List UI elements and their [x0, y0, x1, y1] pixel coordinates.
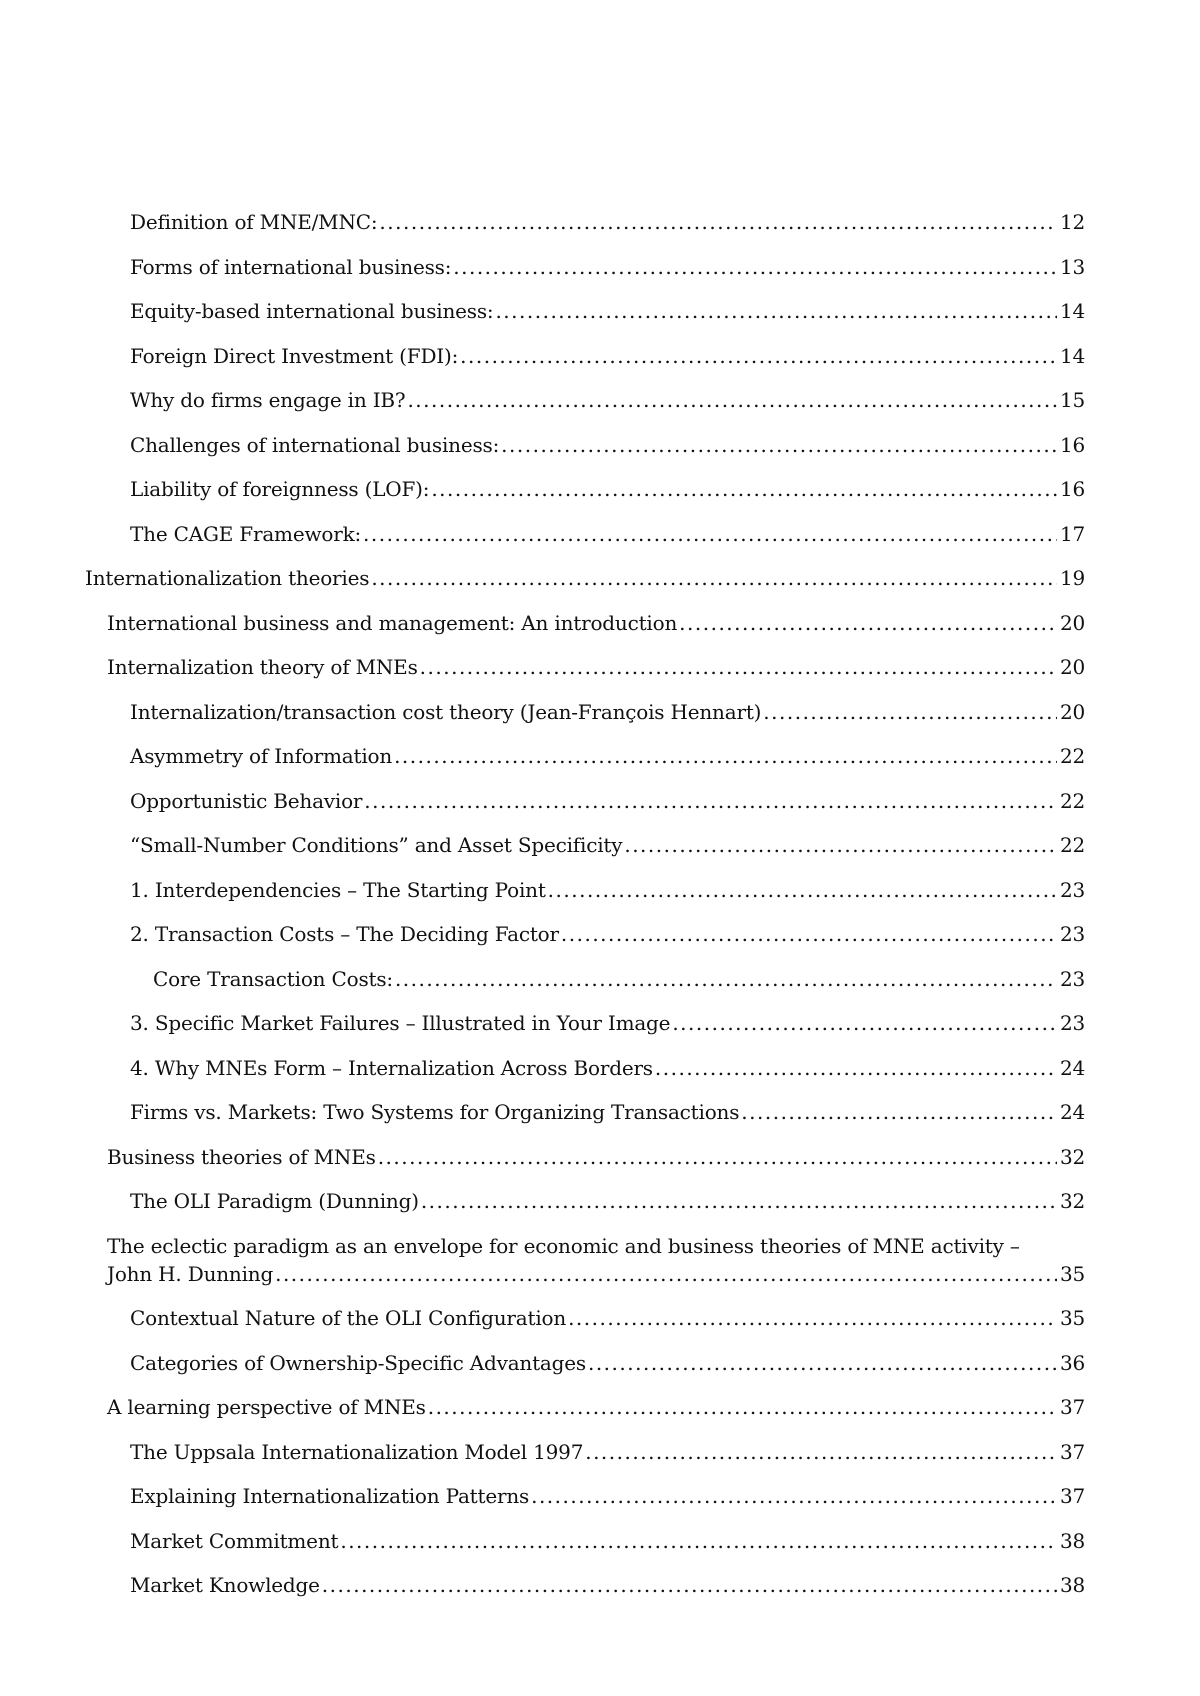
toc-leader-dots — [568, 1304, 1057, 1332]
toc-leader-dots — [561, 920, 1057, 948]
toc-entry-title: 3. Specific Market Failures – Illustrated in Your Image — [130, 1011, 671, 1035]
toc-entry-title: The CAGE Framework: — [130, 521, 362, 546]
toc-page-number: 16 — [1059, 477, 1085, 501]
toc-entry-title: 1. Interdependencies – The Starting Point — [130, 877, 546, 902]
toc-page-number: 35 — [1059, 1306, 1085, 1330]
toc-page-number: 38 — [1059, 1528, 1085, 1553]
toc-page-number: 13 — [1059, 254, 1085, 279]
toc-page-number: 23 — [1059, 922, 1085, 946]
toc-entry-title: Liability of foreignness (LOF): — [130, 477, 430, 501]
toc-leader-dots — [363, 520, 1057, 548]
table-of-contents — [85, 208, 1085, 1616]
toc-leader-dots — [428, 1393, 1057, 1421]
toc-page-number: 17 — [1059, 521, 1085, 546]
toc-entry-title: Business theories of MNEs — [107, 1144, 376, 1169]
toc-entry[interactable] — [85, 520, 1085, 548]
toc-entry-title: Categories of Ownership-Specific Advantages — [130, 1350, 586, 1375]
toc-page-number: 36 — [1059, 1350, 1085, 1375]
toc-page-number: 20 — [1059, 699, 1085, 724]
toc-entry[interactable] — [85, 564, 1085, 592]
toc-leader-dots — [548, 876, 1057, 904]
toc-page-number: 35 — [1059, 1261, 1085, 1286]
toc-leader-dots — [364, 787, 1057, 815]
toc-leader-dots — [655, 1054, 1057, 1082]
toc-page-number: 20 — [1059, 655, 1085, 679]
toc-leader-dots — [501, 431, 1057, 459]
toc-leader-dots — [679, 609, 1057, 637]
toc-page-number: 32 — [1059, 1189, 1085, 1213]
toc-page-number: 23 — [1059, 966, 1085, 991]
toc-leader-dots — [763, 698, 1057, 726]
toc-entry[interactable] — [85, 297, 1085, 325]
toc-page-number: 22 — [1059, 788, 1085, 813]
toc-entry-title: Asymmetry of Information — [130, 744, 393, 768]
toc-entry[interactable] — [85, 787, 1085, 815]
toc-entry[interactable] — [85, 1304, 1085, 1332]
toc-entry-title: A learning perspective of MNEs — [107, 1395, 426, 1419]
toc-leader-dots — [378, 1143, 1057, 1171]
toc-entry-title: Market Commitment — [130, 1528, 339, 1553]
toc-entry[interactable] — [85, 1482, 1085, 1510]
toc-entry-title: Internationalization theories — [85, 566, 370, 590]
toc-entry-title: “Small-Number Conditions” and Asset Specificity — [130, 833, 623, 857]
toc-entry-title: Market Knowledge — [130, 1573, 320, 1597]
toc-entry[interactable] — [85, 1393, 1085, 1421]
toc-entry[interactable] — [85, 1187, 1085, 1215]
toc-entry-title: The Uppsala Internationalization Model 1997 — [130, 1439, 584, 1464]
toc-entry[interactable] — [85, 342, 1085, 370]
toc-leader-dots — [379, 208, 1057, 236]
toc-entry-title: 4. Why MNEs Form – Internalization Across Borders — [130, 1055, 653, 1080]
toc-entry-title: International business and management: An introduction — [107, 610, 678, 635]
toc-leader-dots — [394, 742, 1057, 770]
toc-page-number: 19 — [1059, 566, 1085, 590]
toc-page-number: 37 — [1059, 1439, 1085, 1464]
toc-entry[interactable] — [85, 831, 1085, 859]
toc-entry[interactable] — [85, 876, 1085, 904]
toc-page-number: 22 — [1059, 744, 1085, 768]
toc-page-number: 37 — [1059, 1395, 1085, 1419]
toc-entry-title: Contextual Nature of the OLI Configuration — [130, 1306, 567, 1330]
toc-leader-dots — [431, 475, 1057, 503]
toc-page-number: 37 — [1059, 1484, 1085, 1508]
toc-leader-dots — [588, 1349, 1057, 1377]
toc-entry[interactable] — [85, 965, 1085, 993]
toc-leader-dots — [275, 1260, 1057, 1288]
toc-entry-title: 2. Transaction Costs – The Deciding Factor — [130, 922, 559, 946]
toc-entry-title: Definition of MNE/MNC: — [130, 210, 378, 234]
toc-entry-title: Why do firms engage in IB? — [130, 388, 406, 412]
toc-entry-title-line2: John H. Dunning — [107, 1261, 274, 1286]
toc-entry-title: Opportunistic Behavior — [130, 788, 363, 813]
toc-leader-dots — [531, 1482, 1057, 1510]
toc-leader-dots — [420, 653, 1057, 681]
toc-entry-title: Foreign Direct Investment (FDI): — [130, 343, 459, 368]
toc-entry-title: Forms of international business: — [130, 254, 452, 279]
toc-page-number: 12 — [1059, 210, 1085, 234]
toc-page-number: 24 — [1059, 1100, 1085, 1124]
toc-page-number: 24 — [1059, 1055, 1085, 1080]
toc-page-number: 14 — [1059, 343, 1085, 368]
toc-entry[interactable] — [85, 475, 1085, 503]
toc-entry[interactable] — [85, 1054, 1085, 1082]
toc-entry[interactable] — [85, 920, 1085, 948]
toc-leader-dots — [395, 965, 1057, 993]
toc-page-number: 23 — [1059, 1011, 1085, 1035]
toc-leader-dots — [421, 1187, 1057, 1215]
toc-entry[interactable] — [85, 1143, 1085, 1171]
toc-entry[interactable] — [85, 1527, 1085, 1555]
toc-entry[interactable] — [85, 1349, 1085, 1377]
toc-leader-dots — [322, 1571, 1057, 1599]
toc-entry[interactable] — [85, 386, 1085, 414]
toc-entry-title: Internalization/transaction cost theory (Jean-François Hennart) — [130, 699, 762, 724]
toc-entry[interactable] — [85, 1232, 1085, 1288]
toc-page-number: 14 — [1059, 299, 1085, 323]
toc-leader-dots — [495, 297, 1057, 325]
toc-entry[interactable] — [85, 1098, 1085, 1126]
toc-page-number: 23 — [1059, 877, 1085, 902]
toc-leader-dots — [624, 831, 1057, 859]
toc-entry-title: Equity-based international business: — [130, 299, 494, 323]
toc-entry[interactable] — [85, 431, 1085, 459]
toc-entry[interactable] — [85, 1438, 1085, 1466]
toc-leader-dots — [741, 1098, 1057, 1126]
toc-entry-title: Challenges of international business: — [130, 432, 500, 457]
toc-leader-dots — [371, 564, 1057, 592]
toc-entry[interactable] — [85, 1571, 1085, 1599]
toc-entry[interactable] — [85, 208, 1085, 236]
toc-entry[interactable] — [85, 698, 1085, 726]
toc-entry-title-line1: The eclectic paradigm as an envelope for economic and business theories of MNE activity – — [107, 1233, 1020, 1258]
toc-entry-title: Core Transaction Costs: — [153, 966, 393, 991]
toc-entry-title: Firms vs. Markets: Two Systems for Organizing Transactions — [130, 1100, 740, 1124]
toc-entry[interactable] — [85, 742, 1085, 770]
toc-page-number: 15 — [1059, 388, 1085, 412]
toc-entry[interactable] — [85, 253, 1085, 281]
toc-entry[interactable] — [85, 653, 1085, 681]
toc-page-number: 20 — [1059, 610, 1085, 635]
toc-leader-dots — [453, 253, 1057, 281]
toc-page-number: 38 — [1059, 1573, 1085, 1597]
toc-page-number: 32 — [1059, 1144, 1085, 1169]
toc-entry-title: Internalization theory of MNEs — [107, 655, 418, 679]
toc-page-number: 22 — [1059, 833, 1085, 857]
toc-entry-title: Explaining Internationalization Patterns — [130, 1484, 530, 1508]
toc-page-number: 16 — [1059, 432, 1085, 457]
toc-leader-dots — [585, 1438, 1057, 1466]
toc-entry-title: The OLI Paradigm (Dunning) — [130, 1189, 419, 1213]
toc-leader-dots — [340, 1527, 1057, 1555]
toc-leader-dots — [407, 386, 1057, 414]
toc-leader-dots — [460, 342, 1057, 370]
toc-entry[interactable] — [85, 1009, 1085, 1037]
toc-leader-dots — [672, 1009, 1057, 1037]
toc-entry[interactable] — [85, 609, 1085, 637]
